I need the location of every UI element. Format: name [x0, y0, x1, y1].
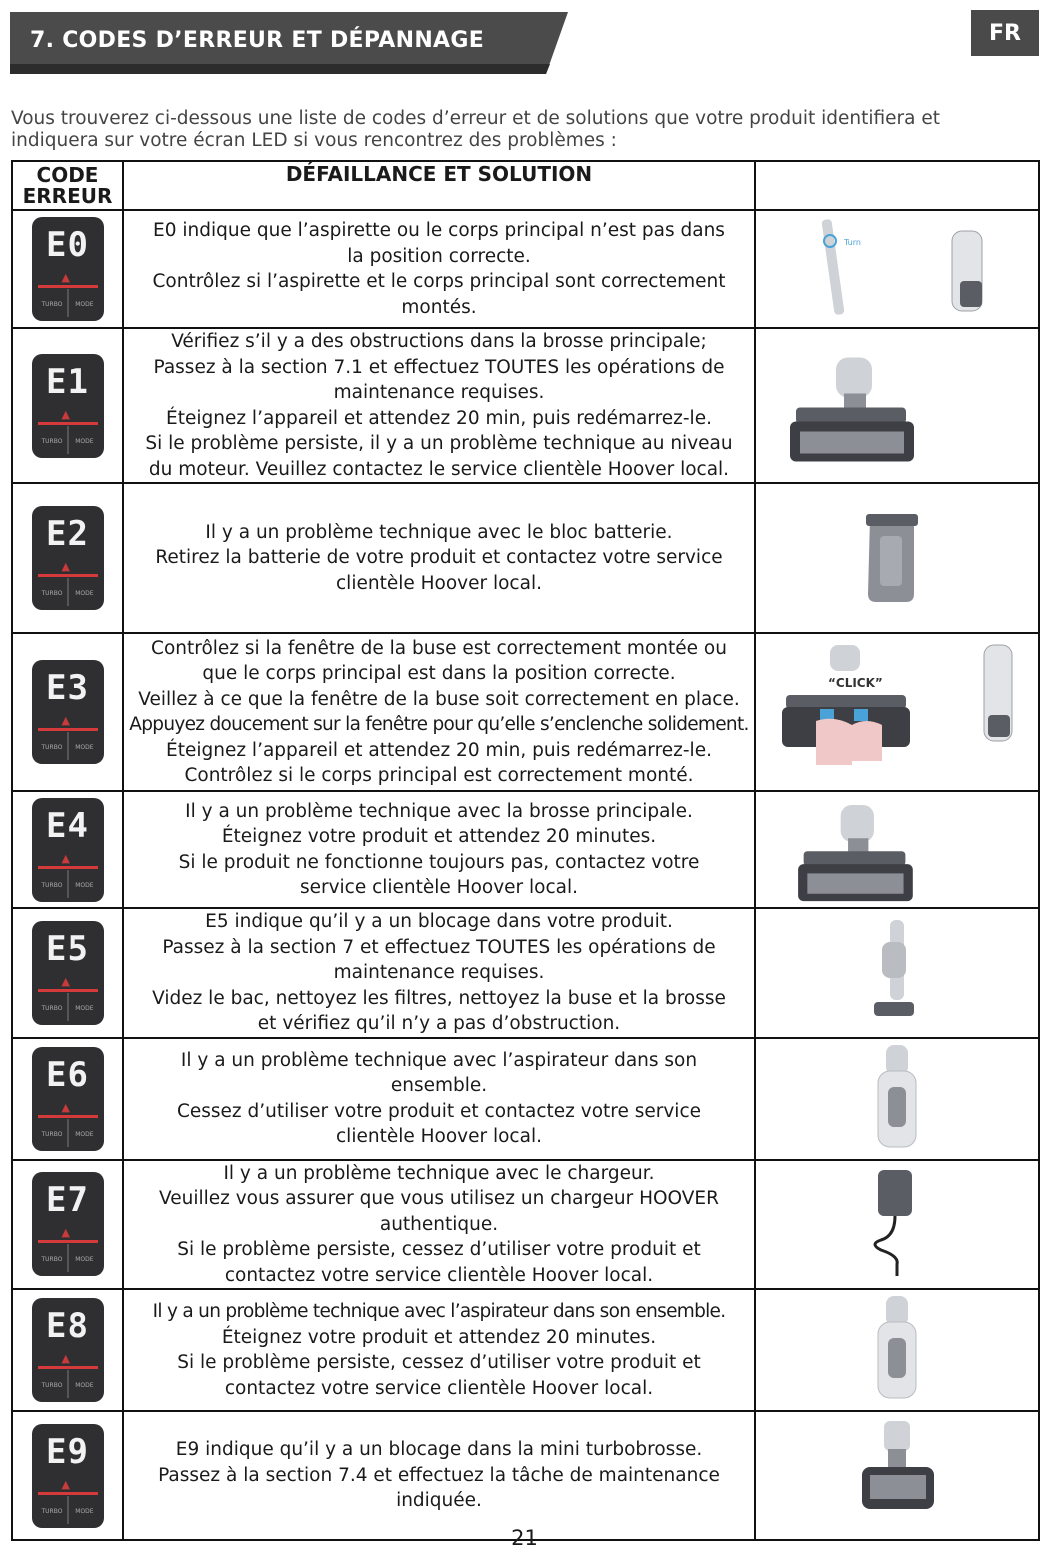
header-solution: DÉFAILLANCE ET SOLUTION [123, 161, 755, 210]
header-code-line2: ERREUR [22, 183, 113, 208]
table-row [12, 633, 1039, 791]
solution-line: Si le produit ne fonctionne toujours pas, contactez votre [178, 851, 700, 873]
solution-line: Cessez d’utiliser votre produit et contactez votre service [176, 1100, 702, 1122]
error-code-cell [12, 791, 123, 908]
page-title: 7. CODES D’ERREUR ET DÉPANNAGE [30, 28, 485, 53]
solution-line: indiquée. [396, 1490, 482, 1512]
mode-label: MODE [75, 301, 94, 308]
error-code: E9 [46, 1431, 89, 1472]
solution-cell [123, 633, 755, 791]
error-code: E6 [46, 1054, 89, 1095]
solution-line: Appuyez doucement sur la fenêtre pour qu’elle s’enclenche solidement. [129, 714, 749, 735]
illustration-cell [755, 1411, 1039, 1540]
warning-icon: ▲ [61, 1100, 70, 1114]
illustration-cell [755, 483, 1039, 633]
solution-line: que le corps principal est dans la position correcte. [202, 663, 676, 684]
warning-icon: ▲ [61, 407, 70, 421]
warning-icon: ▲ [61, 714, 70, 727]
solution-line: Contrôlez si l’aspirette et le corps principal sont correctement [152, 271, 726, 292]
error-code-table [11, 160, 1040, 1541]
solution-line: du moteur. Veuillez contactez le service clientèle Hoover local. [148, 458, 730, 480]
mini-turbobrush-illustration [756, 1413, 1039, 1535]
main-brush-illustration [756, 333, 1039, 474]
turbo-label: TURBO [41, 301, 63, 308]
display-red-bar [38, 866, 98, 869]
display-divider [67, 732, 69, 760]
warning-icon: ▲ [61, 271, 70, 284]
table-header-row [12, 161, 1039, 210]
solution-line: Éteignez votre produit et attendez 20 minutes. [221, 826, 657, 847]
mode-label: MODE [75, 881, 94, 889]
error-code-cell [12, 328, 123, 483]
table-row [12, 908, 1039, 1038]
intro-paragraph: Vous trouverez ci-dessous une liste de codes d’erreur et de solutions que votre produit identifiera et indiquera sur votre écran LED si vous rencontrez des problèmes : [11, 108, 940, 151]
error-code: E3 [46, 668, 89, 708]
solution-line: Il y a un problème technique avec le bloc batterie. [205, 521, 673, 543]
click-label: “CLICK” [828, 676, 883, 690]
error-code: E8 [46, 1306, 89, 1346]
error-code: E4 [46, 805, 89, 846]
solution-line: la position correcte. [347, 245, 531, 267]
charger-illustration [756, 1162, 1039, 1282]
display-red-bar [38, 1492, 98, 1495]
solution-line: authentique. [379, 1213, 499, 1235]
illustration-cell [755, 328, 1039, 483]
led-display [32, 354, 104, 458]
display-divider [67, 578, 69, 606]
wand-arrow-label: Turn [844, 238, 861, 247]
battery-pack-illustration [756, 486, 1039, 626]
turbo-label: TURBO [41, 744, 63, 751]
led-display [32, 798, 104, 902]
solution-line: E5 indique qu’il y a un blocage dans votre produit. [205, 911, 673, 932]
mode-label: MODE [75, 1004, 94, 1012]
led-display [32, 217, 104, 321]
display-divider [67, 870, 69, 898]
solution-line: Si le problème persiste, il y a un problème technique au niveau [145, 433, 733, 454]
error-code: E1 [46, 361, 89, 402]
wand-and-body-illustration [756, 211, 1039, 323]
led-display [32, 1047, 104, 1151]
turbo-label: TURBO [41, 590, 63, 597]
handheld-unit-illustration [756, 1290, 1039, 1406]
illustration-cell [755, 210, 1039, 328]
led-display [32, 1172, 104, 1276]
display-red-bar [38, 1115, 98, 1118]
solution-line: Éteignez votre produit et attendez 20 minutes. [221, 1326, 657, 1348]
led-display [32, 1298, 104, 1402]
display-divider [67, 289, 69, 317]
display-divider [67, 1496, 69, 1524]
warning-icon: ▲ [61, 1352, 70, 1365]
solution-cell [123, 483, 755, 633]
illustration-cell [755, 1160, 1039, 1290]
stick-vacuum-illustration [756, 912, 1039, 1030]
display-divider [67, 1244, 69, 1272]
turbo-label: TURBO [41, 1507, 63, 1515]
turbo-label: TURBO [41, 1256, 63, 1264]
solution-line: Veillez à ce que la fenêtre de la buse soit correctement en place. [138, 688, 740, 710]
warning-icon: ▲ [61, 1226, 70, 1240]
solution-cell [123, 1038, 755, 1160]
solution-line: clientèle Hoover local. [336, 1126, 542, 1147]
solution-line: Il y a un problème technique avec la brosse principale. [185, 800, 693, 822]
turbo-label: TURBO [41, 437, 63, 445]
header-code [12, 161, 123, 210]
solution-line: E9 indique qu’il y a un blocage dans la mini turbobrosse. [175, 1439, 703, 1461]
error-code-cell [12, 210, 123, 328]
solution-cell [123, 1160, 755, 1290]
error-code-cell [12, 908, 123, 1038]
solution-line: Veuillez vous assurer que vous utilisez un chargeur HOOVER [159, 1188, 719, 1209]
solution-line: Éteignez l’appareil et attendez 20 min, puis redémarrez-le. [166, 739, 712, 761]
display-divider [67, 1119, 69, 1147]
led-display [32, 921, 104, 1025]
warning-icon: ▲ [61, 560, 70, 573]
error-code: E7 [46, 1180, 89, 1221]
table-row [12, 1038, 1039, 1160]
warning-icon: ▲ [61, 851, 70, 865]
display-divider [67, 426, 69, 454]
display-red-bar [38, 1240, 98, 1243]
error-code-cell [12, 1411, 123, 1540]
header-image [755, 161, 1039, 210]
header-code-line1: CODE [36, 162, 99, 187]
display-red-bar [38, 574, 98, 577]
mode-label: MODE [75, 1507, 94, 1515]
solution-cell [123, 328, 755, 483]
illustration-cell [755, 791, 1039, 908]
solution-line: montés. [401, 296, 477, 318]
table-row [12, 210, 1039, 328]
turbo-label: TURBO [41, 1004, 63, 1012]
table-row [12, 1289, 1039, 1411]
error-code: E0 [46, 225, 89, 265]
error-code-cell [12, 1038, 123, 1160]
warning-icon: ▲ [61, 974, 70, 988]
solution-line: Passez à la section 7 et effectuez TOUTES les opérations de [162, 936, 716, 958]
table-row [12, 1160, 1039, 1290]
mode-label: MODE [75, 590, 94, 597]
error-code: E2 [46, 514, 89, 554]
illustration-cell [755, 1289, 1039, 1411]
mode-label: MODE [75, 744, 94, 751]
error-code-cell [12, 483, 123, 633]
solution-line: Il y a un problème technique avec l’aspirateur dans son ensemble. [152, 1301, 726, 1322]
solution-line: Videz le bac, nettoyez les filtres, nettoyez la buse et la brosse [152, 987, 726, 1009]
led-display [32, 660, 104, 764]
handheld-unit-illustration [756, 1039, 1039, 1155]
solution-line: et vérifiez qu’il n’y a pas d’obstruction. [257, 1013, 621, 1034]
led-display [32, 1424, 104, 1528]
section-banner [10, 12, 570, 74]
solution-line: contactez votre service clientèle Hoover local. [224, 1377, 654, 1399]
solution-line: maintenance requises. [333, 382, 545, 403]
mode-label: MODE [75, 1382, 94, 1389]
main-brush-illustration [756, 792, 1039, 903]
turbo-label: TURBO [41, 1382, 63, 1389]
solution-line: Vérifiez s’il y a des obstructions dans la brosse principale; [171, 331, 707, 352]
error-code-cell [12, 1289, 123, 1411]
display-divider [67, 1370, 69, 1398]
nozzle-window-click-illustration [756, 635, 1039, 785]
display-red-bar [38, 1366, 98, 1369]
warning-icon: ▲ [61, 1477, 70, 1491]
error-code-cell [12, 633, 123, 791]
solution-cell [123, 791, 755, 908]
turbo-label: TURBO [41, 1130, 63, 1138]
solution-line: E0 indique que l’aspirette ou le corps principal n’est pas dans [153, 220, 725, 241]
solution-line: Contrôlez si le corps principal est correctement monté. [184, 765, 694, 786]
illustration-cell [755, 633, 1039, 791]
solution-line: Passez à la section 7.1 et effectuez TOUTES les opérations de [153, 356, 725, 378]
illustration-cell [755, 908, 1039, 1038]
illustration-cell [755, 1038, 1039, 1160]
solution-line: Si le problème persiste, cessez d’utiliser votre produit et [177, 1352, 701, 1373]
error-code: E5 [46, 928, 89, 969]
solution-cell [123, 1289, 755, 1411]
solution-line: maintenance requises. [333, 962, 545, 983]
table-row [12, 483, 1039, 633]
turbo-label: TURBO [41, 881, 63, 889]
language-badge: FR [971, 10, 1039, 56]
solution-line: Si le problème persiste, cessez d’utiliser votre produit et [177, 1239, 701, 1260]
display-red-bar [38, 422, 98, 425]
solution-line: Éteignez l’appareil et attendez 20 min, puis redémarrez-le. [166, 407, 712, 429]
solution-line: contactez votre service clientèle Hoover local. [224, 1264, 654, 1286]
table-row [12, 328, 1039, 483]
led-display [32, 506, 104, 610]
solution-line: ensemble. [390, 1075, 488, 1096]
solution-line: Il y a un problème technique avec l’aspirateur dans son [180, 1049, 698, 1071]
solution-line: Retirez la batterie de votre produit et contactez votre service [155, 547, 723, 569]
mode-label: MODE [75, 437, 94, 445]
solution-line: Il y a un problème technique avec le chargeur. [223, 1162, 655, 1184]
display-divider [67, 993, 69, 1021]
solution-cell [123, 908, 755, 1038]
solution-line: service clientèle Hoover local. [299, 877, 579, 898]
display-red-bar [38, 285, 98, 288]
solution-line: Passez à la section 7.4 et effectuez la tâche de maintenance [158, 1464, 720, 1486]
solution-cell [123, 210, 755, 328]
display-red-bar [38, 989, 98, 992]
solution-line: clientèle Hoover local. [336, 572, 542, 594]
error-code-cell [12, 1160, 123, 1290]
solution-line: Contrôlez si la fenêtre de la buse est correctement montée ou [151, 637, 727, 659]
mode-label: MODE [75, 1256, 94, 1264]
solution-cell [123, 1411, 755, 1540]
table-row [12, 791, 1039, 908]
page-number: 21 [511, 1526, 538, 1550]
display-red-bar [38, 728, 98, 731]
mode-label: MODE [75, 1130, 94, 1138]
table-row [12, 1411, 1039, 1540]
